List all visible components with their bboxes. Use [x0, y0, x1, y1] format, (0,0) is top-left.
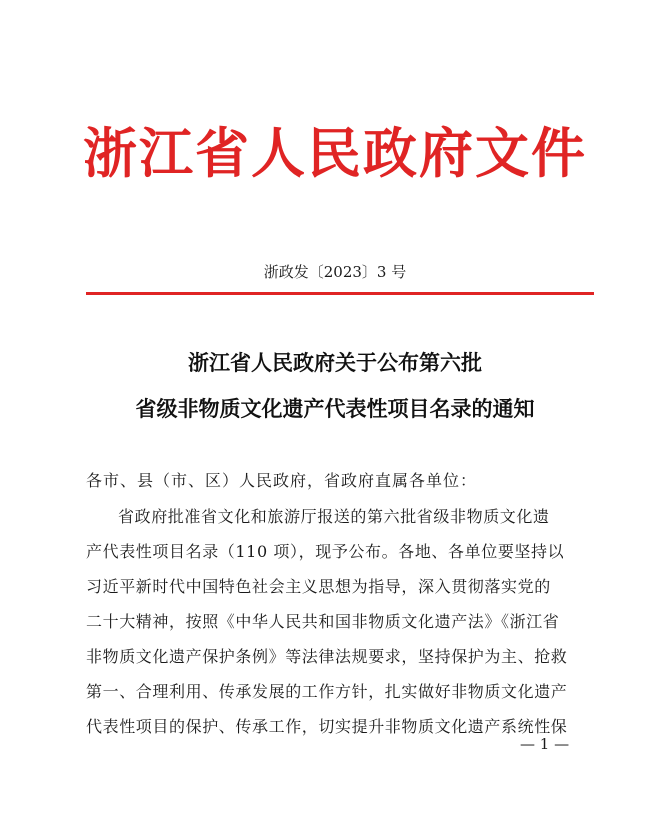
- document-number: 浙政发〔2023〕3 号: [263, 263, 407, 281]
- salutation: 各市、县（市、区）人民政府，省政府直属各单位：: [86, 471, 478, 490]
- document-title-line-1: 浙江省人民政府关于公布第六批: [188, 350, 482, 375]
- body-line: 非物质文化遗产保护条例》等法律法规要求，坚持保护为主、抢救: [86, 647, 568, 666]
- page-number: — 1 —: [520, 735, 570, 753]
- body-line: 习近平新时代中国特色社会主义思想为指导，深入贯彻落实党的: [86, 577, 551, 596]
- body-line: 第一、合理利用、传承发展的工作方针，扎实做好非物质文化遗产: [86, 682, 568, 701]
- document-title-line-2: 省级非物质文化遗产代表性项目名录的通知: [135, 396, 535, 421]
- body-line: 二十大精神，按照《中华人民共和国非物质文化遗产法》《浙江省: [86, 612, 560, 631]
- document-masthead: 浙江省人民政府文件: [83, 121, 587, 185]
- body-line: 代表性项目的保护、传承工作，切实提升非物质文化遗产系统性保: [86, 717, 568, 736]
- red-separator-line: [86, 292, 594, 295]
- body-line: 产代表性项目名录（110 项），现予公布。各地、各单位要坚持以: [86, 542, 565, 561]
- body-line: 省政府批准省文化和旅游厅报送的第六批省级非物质文化遗: [118, 507, 550, 526]
